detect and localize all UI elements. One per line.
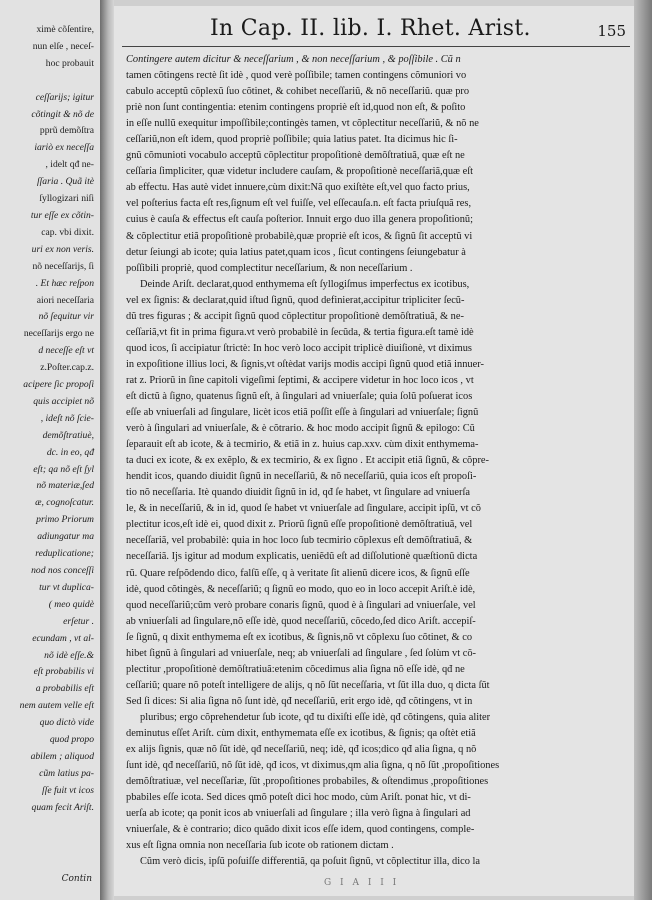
left-page-line: nõ ſequitur vir: [38, 311, 94, 323]
left-page-line: , ideſt nõ ſcie-: [40, 412, 94, 424]
left-page-line: quam fecit Ariſt.: [31, 801, 94, 813]
left-page-line: pprũ demõſtra: [39, 125, 94, 137]
text-line: quod neceſſariũ;cũm verò probare conaris ſignũ, quod è à ſingulari ad vniuerſale, vel: [126, 599, 476, 611]
text-line: vel poſterius facta eſt res,ſignum eſt vel fuiſſe, vel eſſecauſa.n. eſt facta priuſquã res,: [126, 198, 472, 210]
text-line: ceſſariũ; quare nõ poteſt intelligere de alijs, q nõ ſũt neceſſaria, vt ſũt illa duo, q dicta ſũt: [126, 679, 490, 691]
text-line: plectitur ,propoſitionè demõſtratiuã:etenim cõcedimus alia ſigna nõ eſſe idè, qđ ne: [126, 663, 465, 675]
left-page-line: cap. vbi dixit.: [41, 226, 94, 238]
left-page-line: [0, 73, 94, 90]
left-page-line: abilem ; aliquod: [30, 750, 94, 762]
text-line: vniuerſale, & è contrario; dico quãdo dixit icos eſſe idem, quod contingens, comple-: [126, 824, 475, 836]
text-line: demõſtratiuæ, vel neceſſariæ, ſũt ,propoſitiones probabiles, & oſtendimus ,propoſitiones: [126, 776, 489, 788]
text-line: Contingere autem dicitur & neceſſarium , & non neceſſarium , & poſſibile . Cũ n: [126, 54, 461, 65]
left-page-line: demõſtratiuè,: [42, 429, 94, 441]
text-line: ab effectu. Has autè videt innuere,cùm dixit:Nã quo exiſtète eſt,vel quo facto prius,: [126, 182, 470, 194]
text-line: ceſſaria ſimpliciter, quæ videtur includere cauſam, & propoſitionè neceſſariã,quæ eſt: [126, 166, 473, 178]
left-page-line: , idelt qđ ne-: [45, 159, 94, 171]
left-page-line: acipere ſic propoſi: [23, 379, 94, 391]
text-line: cabulo acceptũ cõplexũ ſuo cõtinet, & cohibet neceſſariũ, & nõ neceſſariũ. quæ pro: [126, 86, 470, 98]
left-page-line: ſſaria . Quã itè: [36, 176, 94, 188]
left-page-line: z.Poſter.cap.z.: [40, 362, 94, 374]
text-line: pluribus; ergo cõprehendetur ſub icote, qđ tu dixiſti eſſe idè, qđ cõtingens, quia aliter: [140, 711, 491, 723]
text-line: cuius è cauſa & effectus eſt cauſa poſterior. Innuit ergo duo illa genera propoſitionũ;: [126, 214, 474, 226]
left-page-text-column: [0, 22, 94, 817]
left-page-line: a probabilis eſt: [35, 683, 94, 695]
text-line: eſt dictũ à ſigno, quatenus ſignũ eſt, à ſingulari ad vniuerſale; quia ſolũ poſuerat icos: [126, 390, 473, 402]
text-line: rat z. Priorũ in ſine capitoli vigeſimi ſeptimi, & accipere videtur in hoc loco icos , vt: [126, 374, 474, 386]
text-line: ex alijs ſignis, quæ nõ ſũt idè, qđ neceſſariũ, neq; idè, qđ icos;dico qđ alia ſigna, q nõ: [126, 744, 477, 756]
text-line: uerſa ab icote; qa ponit icos ab vniuerſali ad ſingulare ; illa verò ſigna à ſingulari ad: [126, 808, 471, 820]
text-line: ab vniuerſali ad ſingulare,nõ eſſe idè, quod neceſſariũ, cõcedo,ſed dico Ariſt. accepiſ-: [126, 615, 476, 627]
left-page-line: eſt probabilis vi: [33, 666, 94, 678]
left-page-line: cũm latius pa-: [39, 767, 94, 779]
left-page-line: quo dictò vide: [39, 717, 94, 729]
left-catchword: Contin: [61, 874, 92, 884]
left-page-line: uri ex non veris.: [31, 243, 94, 255]
left-page-line: iariò ex neceſſa: [34, 142, 94, 154]
text-line: in expoſitione illius loci, & ſignis,vt oſtèdat varijs modis accipi ſignũ quod etiã innuer-: [126, 358, 484, 370]
header-rule: [122, 46, 630, 47]
text-line: quod icos, ſi accipiatur ſtrictè: In hoc verò loco accipit triplicè diuiſionè, vt diximus: [126, 342, 472, 354]
left-page-line: nod nos conceſſi: [31, 565, 94, 576]
left-page-line: tur eſſe ex cõtin-: [30, 209, 94, 221]
text-line: ceſſariũ,non eſt idem, quod propriè poſſibile; quia latius patet. Ita dicimus hic ſi-: [126, 134, 458, 146]
left-page-line: hoc probauit: [45, 57, 94, 69]
left-page-line: quis accipiet nõ: [33, 395, 94, 407]
text-line: vel ex ſignis: & declarat,quid iſtud ſignũ, quod definierat,accipitur tripliciter ſecũ-: [126, 294, 465, 306]
text-line: & cõplectitur etiã propoſitionè probabilè,quæ propriè eſt icos, & ſignũ ſit acceptũ vi: [126, 230, 473, 242]
text-line: Cũm verò dicis, ipſũ poſuiſſe differentiã, qa poſuit ſignũ, vt cõplectitur illa, dico la: [140, 856, 481, 868]
text-line: deminutus eſſet Ariſt. cùm dixit, enthymemata eſſe ex icotibus, & ſignis; qa oſtèt etiã: [126, 727, 476, 739]
left-page-line: dc. in eo, qđ: [46, 446, 94, 458]
left-page-line: ſſe fuit vt icos: [42, 784, 94, 796]
left-page-line: ximè cõſentire,: [36, 24, 94, 35]
text-line: ceſſariã,vt fit in prima figura.vt verò probabilè in ſecũda, & tertia figura.eſt tamè idè: [126, 326, 474, 338]
left-page-line: ( meo quidè: [48, 598, 94, 610]
text-line: pbabiles eſſe icota. Sed dices qmõ poteſt dici hoc modo, cùm Ariſt. ponat hic, vt di-: [126, 792, 471, 804]
left-page-line: nem autem velle eſt: [19, 700, 94, 712]
text-line: idè, quod cõtingès, & neceſſariũ; q ſignũ eo modo, quo eo in loco accepit Ariſt.è idè,: [126, 583, 476, 595]
running-head: In Cap. II. lib. I. Rhet. Arist.: [210, 16, 531, 41]
text-line: Sed ſi dices: Si alia ſigna nõ ſunt idè, qđ neceſſariũ, erit ergo idè, qđ cõtingens, vt in: [126, 695, 473, 707]
page-number: 155: [597, 22, 626, 40]
left-page-line: reduplicatione;: [35, 548, 94, 560]
text-line: in eſſe nullũ exequitur impoſſibile;contingès tamen, vt cõplectitur neceſſariũ, & nõ ne: [126, 118, 479, 130]
left-page-fragment: [0, 0, 101, 900]
left-page-line: d neceſſe eſt vt: [38, 345, 94, 357]
left-page-line: nõ materiæ,ſed: [36, 480, 94, 492]
left-page-line: quod propo: [49, 734, 94, 746]
right-page: [114, 6, 634, 896]
text-line: ſunt idè, qđ neceſſariũ, nõ ſũt idè, qđ icos, vt diximus,qm alia ſigna, q nõ ſũt ,propoſitiones: [126, 760, 500, 772]
main-text-block: [126, 52, 628, 870]
text-line: priè non ſunt contingentia: etenim contingens propriè eſt id,quod non eſt, & poſito: [126, 102, 466, 114]
page-edge: [634, 0, 652, 900]
text-line: eſſe ab vniuerſali ad ſingulare, licèt icos etiã poſſit eſſe à ſingulari ad vniuerſale; ſignũ: [126, 407, 479, 419]
text-line: hibet ſignũ à ſingulari ad vniuerſale, neq; ab vniuerſali ad ſingulare , ſed ſolùm vt cõ-: [126, 647, 477, 659]
text-line: detur ſeiungi ab icote; quia latius patet,quam icos , ſicut contingens ſeiungebatur à: [126, 246, 466, 258]
left-page-line: erſetur .: [63, 615, 94, 627]
left-page-line: . Et hæc reſpon: [35, 277, 94, 289]
left-page-line: tur vt duplica-: [39, 581, 94, 593]
left-page-line: ecundam , vt al-: [32, 632, 94, 644]
left-page-line: ſyllogizari niſi: [39, 193, 94, 205]
text-line: ſe ſignũ, q dixit enthymema eſt ex icotibus, & ſignis,nõ vt cõplexu ſuo cõtinet, & co: [126, 631, 473, 643]
left-page-line: eſt; qa nõ eſt ſyl: [33, 463, 94, 475]
left-page-line: ceſſarijs; igitur: [35, 91, 94, 103]
text-line: ſeparauit eſt ab icote, & à tecmirio, & etiã in z. huius cap.xxv. cùm dixit enthymema-: [126, 439, 479, 451]
left-page-line: primo Priorum: [36, 514, 94, 526]
text-line: rũ. Quare reſpõdendo dico, falſũ eſſe, q à veritate ſit alienũ dicere icos, & ſignũ eſſe: [126, 567, 470, 579]
text-line: neceſſariã, vel probabilè: quia in hoc loco ſub tecmirio cõplexus eſt demõſtratiuã, &: [126, 535, 473, 547]
text-line: le, & in neceſſariũ, & in id, quod ſe habet vt vniuerſale ad ſingulare, accipit ipſũ, vt cõ: [126, 503, 481, 515]
text-line: poſſibili propriè, quod complectitur neceſſarium, & non neceſſarium .: [126, 262, 413, 274]
left-page-line: æ, cognoſcatur.: [35, 497, 94, 509]
left-page-line: nõ neceſſarijs, ſi: [32, 260, 94, 272]
left-page-line: nõ idè eſſe.&: [44, 649, 94, 661]
text-line: gnũ cõmunioti vocabulo acceptũ cõplectitur propoſitionè demõſtratiuã, quæ eſt ne: [126, 150, 465, 162]
text-line: plectitur icos,eſt idè ei, quod dixit z. Priorũ ſignũ eſſe propoſitionè demõſtratiuã, vel: [126, 519, 473, 531]
book-gutter: [100, 0, 114, 900]
text-line: tio nõ neceſſaria. Itè quando diuidit ſignũ in id, qđ ſe habet, vt ſingulare ad vniuerſa: [126, 487, 470, 499]
text-line: verò à ſingulari ad vniuerſale, & è cõtrario. & hoc modo accipit ſignũ & epilogo: Cũ: [126, 423, 475, 435]
text-line: neceſſariã. Ijs igitur ad modum explicatis, ueniẽdũ eſt ad diſſolutionè quæſtionũ dicta: [126, 551, 478, 563]
text-line: xus eſt ſigna omnia non neceſſaria ſub icote ob rationem dictam .: [126, 840, 394, 852]
left-page-line: adiungatur ma: [37, 531, 94, 543]
bottom-signature: G I A I I I: [324, 878, 400, 888]
left-page-line: neceſſarijs ergo ne: [23, 328, 94, 340]
text-line: ta duci ex icote, & ex exẽplo, & ex tecmirio, & ex ſigno . Et accipit etiã ſignũ, & cõpre-: [126, 455, 489, 467]
text-line: hendit icos, quando diuidit ſignũ in neceſſariũ, & nõ neceſſariũ, quia icos eſt propoſi-: [126, 471, 477, 483]
left-page-line: cõtingit & nõ de: [31, 108, 94, 120]
text-line: Deinde Ariſt. declarat,quod enthymema eſt ſyllogiſmus imperfectus ex icotibus,: [140, 278, 470, 290]
text-line: dũ tres figuras ; & accipit ſignũ quod cõplectitur propoſitionè demõſtratiuã, & ne-: [126, 310, 464, 322]
left-page-line: aiori neceſſaria: [36, 294, 94, 306]
text-line: tamen cõtingens rectè ſit idè , quod verè poſſibile; tamen contingens cõmuniori vo: [126, 70, 467, 82]
left-page-line: nun elſe , neceſ-: [32, 40, 94, 52]
